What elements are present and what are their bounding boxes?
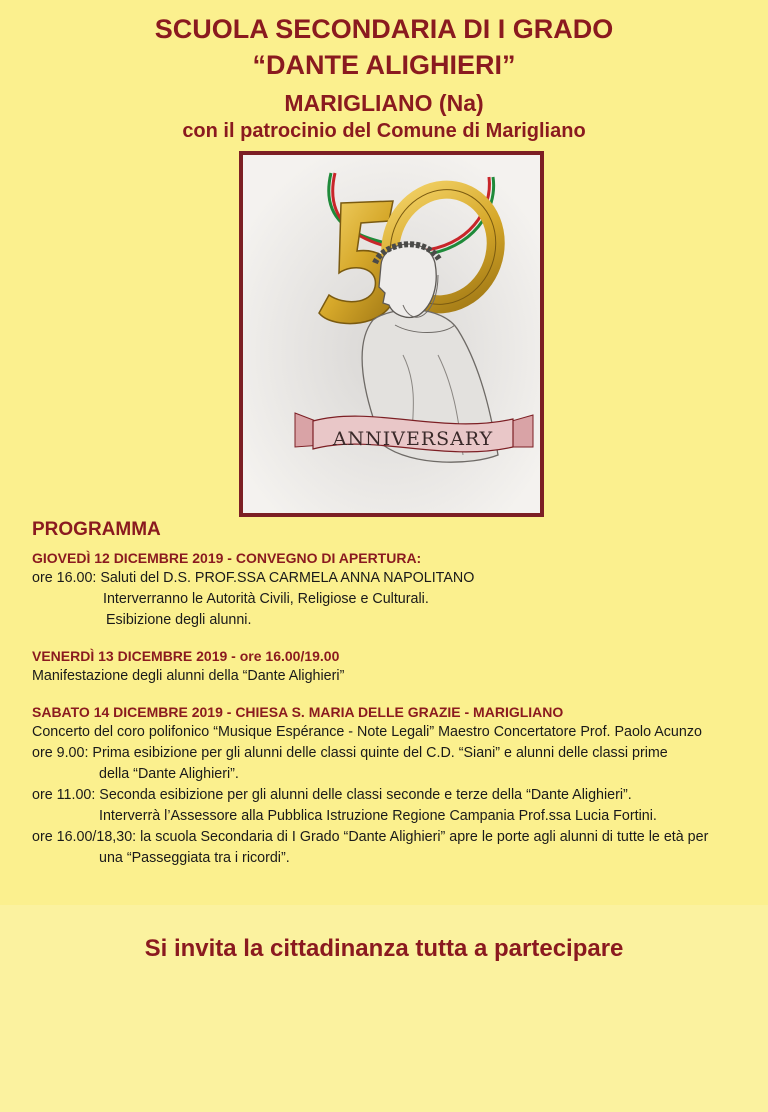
day1-line: Esibizione degli alunni. bbox=[106, 612, 252, 628]
banner-text: ANNIVERSARY bbox=[332, 428, 494, 450]
day3-line: ore 11.00: Seconda esibizione per gli alunni delle classi seconde e terze della “Dante Alighieri”. bbox=[32, 787, 632, 803]
day3-line: Concerto del coro polifonico “Musique Espérance - Note Legali” Maestro Concertatore Prof. Paolo Acunzo bbox=[32, 724, 702, 740]
anniversary-illustration bbox=[239, 151, 544, 517]
day1-line: ore 16.00: Saluti del D.S. PROF.SSA CARMELA ANNA NAPOLITANO bbox=[32, 570, 475, 586]
day2-heading: VENERDÌ 13 DICEMBRE 2019 - ore 16.00/19.00 bbox=[32, 648, 340, 664]
day3-heading: SABATO 14 DICEMBRE 2019 - CHIESA S. MARIA DELLE GRAZIE - MARIGLIANO bbox=[32, 704, 564, 720]
dante-50-drawing bbox=[243, 155, 540, 513]
program bbox=[32, 519, 752, 869]
school-type: SCUOLA SECONDARIA DI I GRADO bbox=[154, 14, 614, 44]
day3-line: una “Passeggiata tra i ricordi”. bbox=[99, 850, 290, 866]
day1-heading: GIOVEDÌ 12 DICEMBRE 2019 - CONVEGNO DI APERTURA: bbox=[32, 550, 422, 566]
school-city: MARIGLIANO (Na) bbox=[284, 90, 484, 116]
day3-line: della “Dante Alighieri”. bbox=[99, 766, 239, 782]
invitation-line: Si invita la cittadinanza tutta a partecipare bbox=[144, 935, 624, 962]
day3-line: Interverrà l’Assessore alla Pubblica Istruzione Regione Campania Prof.ssa Lucia Fortini. bbox=[99, 808, 657, 824]
day2-line: Manifestazione degli alunni della “Dante Alighieri” bbox=[32, 668, 345, 684]
day1-line: Interverranno le Autorità Civili, Religiose e Culturali. bbox=[103, 591, 429, 607]
program-title: PROGRAMMA bbox=[32, 519, 161, 540]
patronage-line: con il patrocinio del Comune di Marigliano bbox=[182, 120, 586, 142]
day3-line: ore 9.00: Prima esibizione per gli alunni delle classi quinte del C.D. “Siani” e alunni delle classi prime bbox=[32, 745, 668, 761]
day3-line: ore 16.00/18,30: la scuola Secondaria di I Grado “Dante Alighieri” apre le porte agli alunni di tutte le età per bbox=[32, 829, 709, 845]
school-name: “DANTE ALIGHIERI” bbox=[252, 50, 516, 80]
